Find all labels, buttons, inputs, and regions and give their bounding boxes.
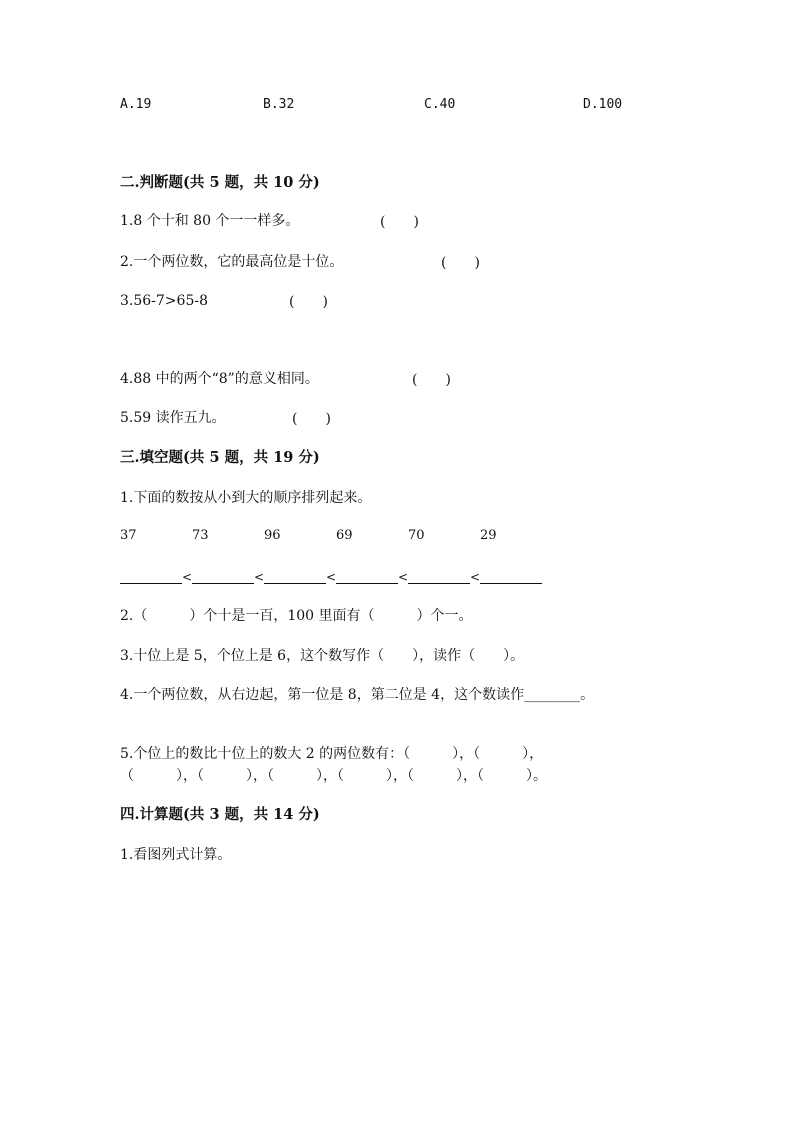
- judge-item-4-text: 4.88 中的两个“8”的意义相同。: [120, 371, 319, 387]
- judge-item-1-text: 1.8 个十和 80 个一一样多。: [120, 213, 300, 229]
- number-item: 37: [120, 528, 137, 543]
- judge-item-4-paren[interactable]: ( ): [412, 372, 451, 388]
- fill-q4-text: 4.一个两位数，从右边起，第一位是 8，第二位是 4，这个数读作________。: [120, 687, 595, 703]
- number-item: 29: [480, 528, 497, 543]
- order-blank[interactable]: [192, 569, 254, 584]
- section2-heading: 二.判断题(共 5 题，共 10 分): [120, 174, 320, 191]
- number-item: 96: [264, 528, 281, 543]
- order-blank[interactable]: [120, 569, 182, 584]
- judge-item-3-text: 3.56-7>65-8: [120, 293, 208, 309]
- judge-item-2-paren[interactable]: ( ): [441, 255, 480, 271]
- fill-q1-text: 1.下面的数按从小到大的顺序排列起来。: [120, 490, 372, 506]
- order-blank[interactable]: [408, 569, 470, 584]
- lt-sign: <: [326, 570, 337, 584]
- fill-q5-line2: （ ），（ ），（ ），（ ），（ ），（ ）。: [120, 768, 547, 784]
- calc-q1-text: 1.看图列式计算。: [120, 847, 232, 863]
- judge-item-2-text: 2.一个两位数，它的最高位是十位。: [120, 254, 344, 270]
- ordering-blanks: [120, 567, 542, 587]
- lt-sign: <: [254, 570, 265, 584]
- judge-item-3-paren[interactable]: ( ): [289, 294, 328, 310]
- lt-sign: <: [182, 570, 193, 584]
- fill-q3-text: 3.十位上是 5，个位上是 6，这个数写作（ ），读作（ ）。: [120, 648, 525, 664]
- order-blank[interactable]: [336, 569, 398, 584]
- choice-c: C.40: [424, 97, 456, 112]
- judge-item-1-paren[interactable]: ( ): [380, 214, 419, 230]
- choice-d: D.100: [583, 97, 623, 112]
- judge-item-5-text: 5.59 读作五九。: [120, 410, 226, 426]
- section3-heading: 三.填空题(共 5 题，共 19 分): [120, 449, 320, 466]
- choice-b: B.32: [263, 97, 295, 112]
- number-item: 70: [408, 528, 425, 543]
- order-blank[interactable]: [480, 569, 542, 584]
- fill-q2-text: 2.（ ）个十是一百，100 里面有（ ）个一。: [120, 608, 473, 624]
- number-item: 73: [192, 528, 209, 543]
- lt-sign: <: [398, 570, 409, 584]
- fill-q5-line1: 5.个位上的数比十位上的数大 2 的两位数有：（ ），（ ），: [120, 746, 544, 762]
- lt-sign: <: [470, 570, 481, 584]
- choice-a: A.19: [120, 97, 152, 112]
- order-blank[interactable]: [264, 569, 326, 584]
- section4-heading: 四.计算题(共 3 题，共 14 分): [120, 806, 320, 823]
- number-item: 69: [336, 528, 353, 543]
- judge-item-5-paren[interactable]: ( ): [292, 411, 331, 427]
